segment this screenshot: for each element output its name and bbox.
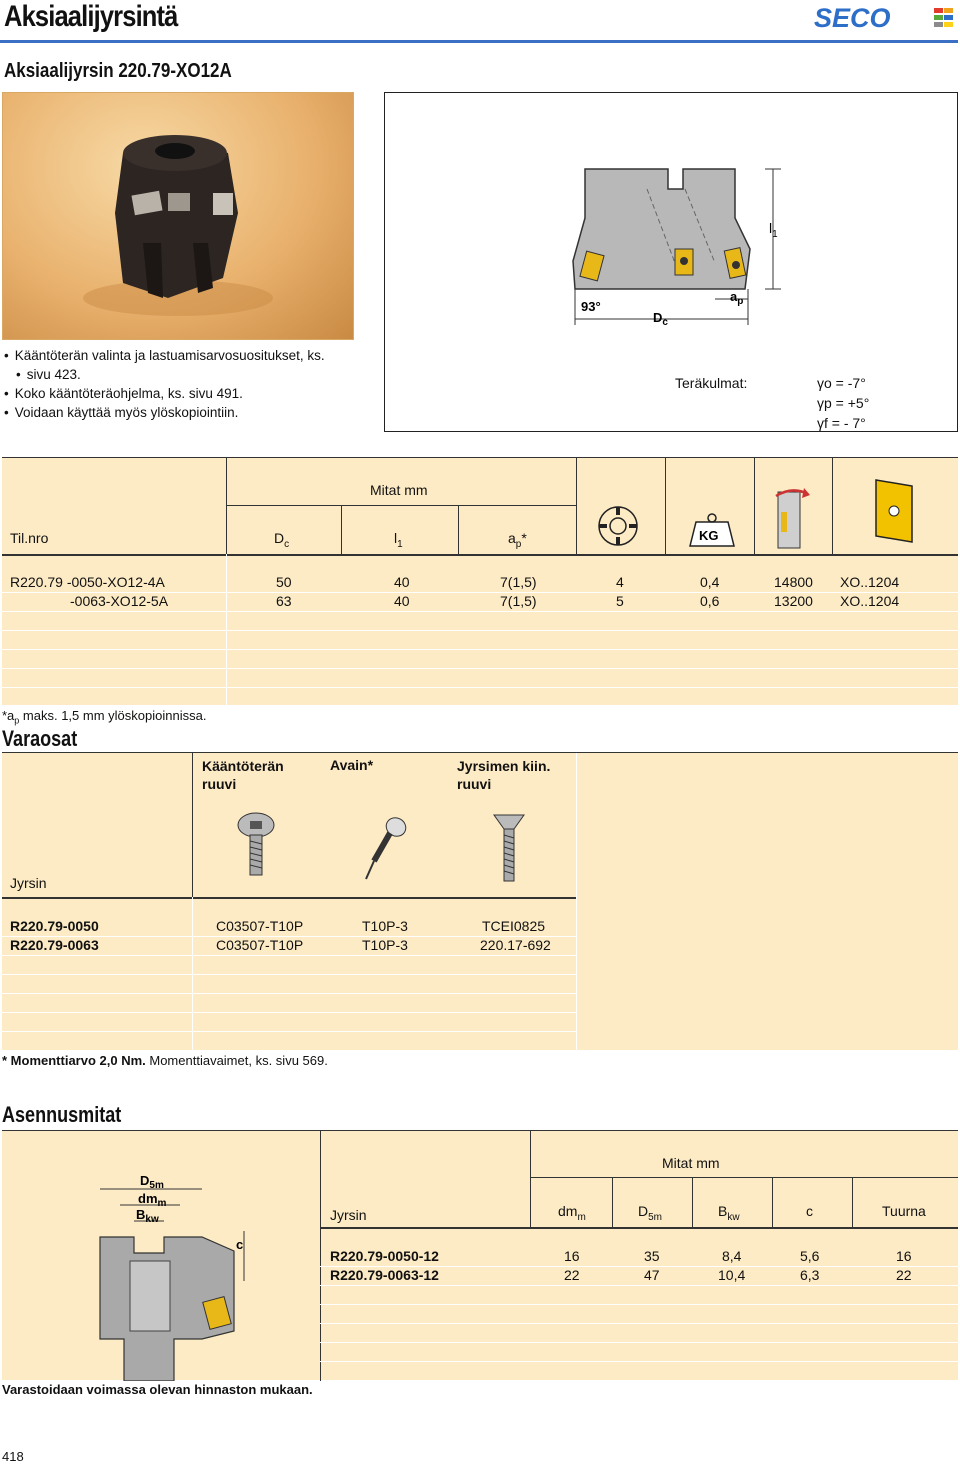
row2-code: -0063-XO12-5A: [70, 593, 169, 609]
ap-label: $a_p$: [730, 289, 744, 307]
seco-logo: [814, 4, 954, 32]
mt-row1-bkw: 8,4: [722, 1248, 742, 1264]
row1-teeth: 4: [616, 574, 624, 590]
kg-label: KG: [699, 528, 719, 543]
dc-label: $D_c$: [653, 310, 668, 328]
angle-label: 93°: [581, 299, 601, 314]
angle-gamma-p: γp = +5°: [817, 395, 870, 411]
row2-insert: XO..1204: [840, 593, 900, 609]
sp-row2-mount: 220.17-692: [480, 937, 551, 953]
sp-row2-screw: C03507-T10P: [216, 937, 304, 953]
angle-gamma-f: γf = - 7°: [817, 415, 866, 431]
brand-text: SECO: [814, 4, 891, 32]
cutter-drawing: [385, 93, 959, 333]
row2-dc: 63: [276, 593, 292, 609]
mt-row2-c: 6,3: [800, 1267, 820, 1283]
mount-group-header: Mitat mm: [662, 1155, 720, 1171]
col-dc: $D_c$: [274, 530, 290, 550]
dmm-label: $dm_m$: [138, 1191, 167, 1209]
mt-row2-cutter: R220.79-0063-12: [330, 1267, 439, 1283]
col-c: c: [806, 1203, 813, 1219]
mt-row1-c: 5,6: [800, 1248, 820, 1264]
technical-drawing-box: [384, 92, 958, 432]
bullet-item-continued: • sivu 423.: [4, 365, 325, 384]
row2-l1: 40: [394, 593, 410, 609]
row1-l1: 40: [394, 574, 410, 590]
bullet-item: • Voidaan käyttää myös ylöskopiointiin.: [4, 403, 325, 422]
main-table: [2, 457, 958, 705]
row1-dc: 50: [276, 574, 292, 590]
mt-row1-cutter: R220.79-0050-12: [330, 1248, 439, 1264]
row1-ap: 7(1,5): [500, 574, 537, 590]
spare-parts-title: Varaosat: [2, 726, 78, 751]
col-mount-jyrsin: Jyrsin: [330, 1207, 367, 1223]
key-icon: [360, 813, 410, 888]
col-d5m: $D_{5m}$: [638, 1203, 663, 1223]
spare-parts-note: * Momenttiarvo 2,0 Nm. Momenttiavaimet, ks. sivu 569.: [2, 1053, 328, 1068]
mt-row1-d5: 35: [644, 1248, 660, 1264]
col-dm: $dm_m$: [558, 1203, 586, 1223]
insert-screw-icon: [234, 811, 278, 886]
row2-teeth: 5: [616, 593, 624, 609]
row1-insert: XO..1204: [840, 574, 900, 590]
teeth-count-icon: [596, 504, 640, 553]
row2-rpm: 13200: [774, 593, 813, 609]
mt-row2-d5: 47: [644, 1267, 660, 1283]
col-ap: $a_p*$: [508, 530, 527, 550]
c-label: c: [236, 1237, 244, 1252]
weight-icon: [684, 512, 740, 553]
row1-kg: 0,4: [700, 574, 720, 590]
row2-ap: 7(1,5): [500, 593, 537, 609]
sp-row2-cutter: R220.79-0063: [10, 937, 99, 953]
col-mount-screw: Jyrsimen kiin. ruuvi: [457, 758, 551, 792]
insert-icon: [870, 476, 918, 553]
sp-row2-key: T10P-3: [362, 937, 408, 953]
sp-row1-mount: TCEI0825: [482, 918, 546, 934]
max-rpm-icon: [772, 482, 812, 555]
row1-code: R220.79 -0050-XO12-4A: [10, 574, 165, 590]
footer-note: Varastoidaan voimassa olevan hinnaston mukaan.: [2, 1382, 313, 1397]
col-bkw: $B_{kw}$: [718, 1203, 740, 1223]
bullet-item: • Koko kääntöteräohjelma, ks. sivu 491.: [4, 384, 325, 403]
bullet-item: • Kääntöterän valinta ja lastuamisarvosuositukset, ks.: [4, 346, 325, 365]
row-label-jyrsin: Jyrsin: [10, 875, 47, 891]
angle-gamma-o: γo = -7°: [817, 375, 866, 391]
row1-rpm: 14800: [774, 574, 813, 590]
col-insert-screw: Kääntöterän ruuvi: [202, 758, 284, 792]
mt-row1-tuurna: 16: [896, 1248, 912, 1264]
dims-group-header: Mitat mm: [370, 482, 428, 498]
angles-label: Teräkulmat:: [675, 375, 748, 391]
bkw-label: $B_{kw}$: [136, 1207, 159, 1225]
d5m-label: $D_{5m}$: [140, 1173, 164, 1191]
col-key: Avain*: [330, 757, 374, 773]
sp-row1-key: T10P-3: [362, 918, 408, 934]
mount-screw-icon: [492, 811, 526, 888]
page-number: 418: [2, 1449, 24, 1464]
cutter-photo: [2, 92, 354, 340]
mt-row2-tuurna: 22: [896, 1267, 912, 1283]
col-tilnro: Til.nro: [10, 530, 49, 546]
col-l1: $l_1$: [394, 530, 403, 550]
intro-bullets: [4, 346, 325, 422]
spare-parts-table: [2, 752, 958, 1050]
mounting-title: Asennusmitat: [2, 1102, 122, 1127]
col-tuurna: Tuurna: [882, 1203, 926, 1219]
row2-kg: 0,6: [700, 593, 720, 609]
mounting-drawing: [94, 1171, 264, 1386]
product-title: Aksiaalijyrsin 220.79-XO12A: [4, 60, 232, 82]
sp-row1-screw: C03507-T10P: [216, 918, 304, 934]
mt-row1-dm: 16: [564, 1248, 580, 1264]
page-title: Aksiaalijyrsintä: [4, 0, 178, 33]
main-footnote: $*a_p$ maks. 1,5 mm ylöskopioinnissa.: [2, 708, 207, 726]
sp-row1-cutter: R220.79-0050: [10, 918, 99, 934]
mounting-table: [2, 1130, 958, 1380]
mt-row2-bkw: 10,4: [718, 1267, 746, 1283]
mt-row2-dm: 22: [564, 1267, 580, 1283]
header-rule: [0, 40, 958, 43]
l1-label: $l_1$: [769, 220, 778, 240]
